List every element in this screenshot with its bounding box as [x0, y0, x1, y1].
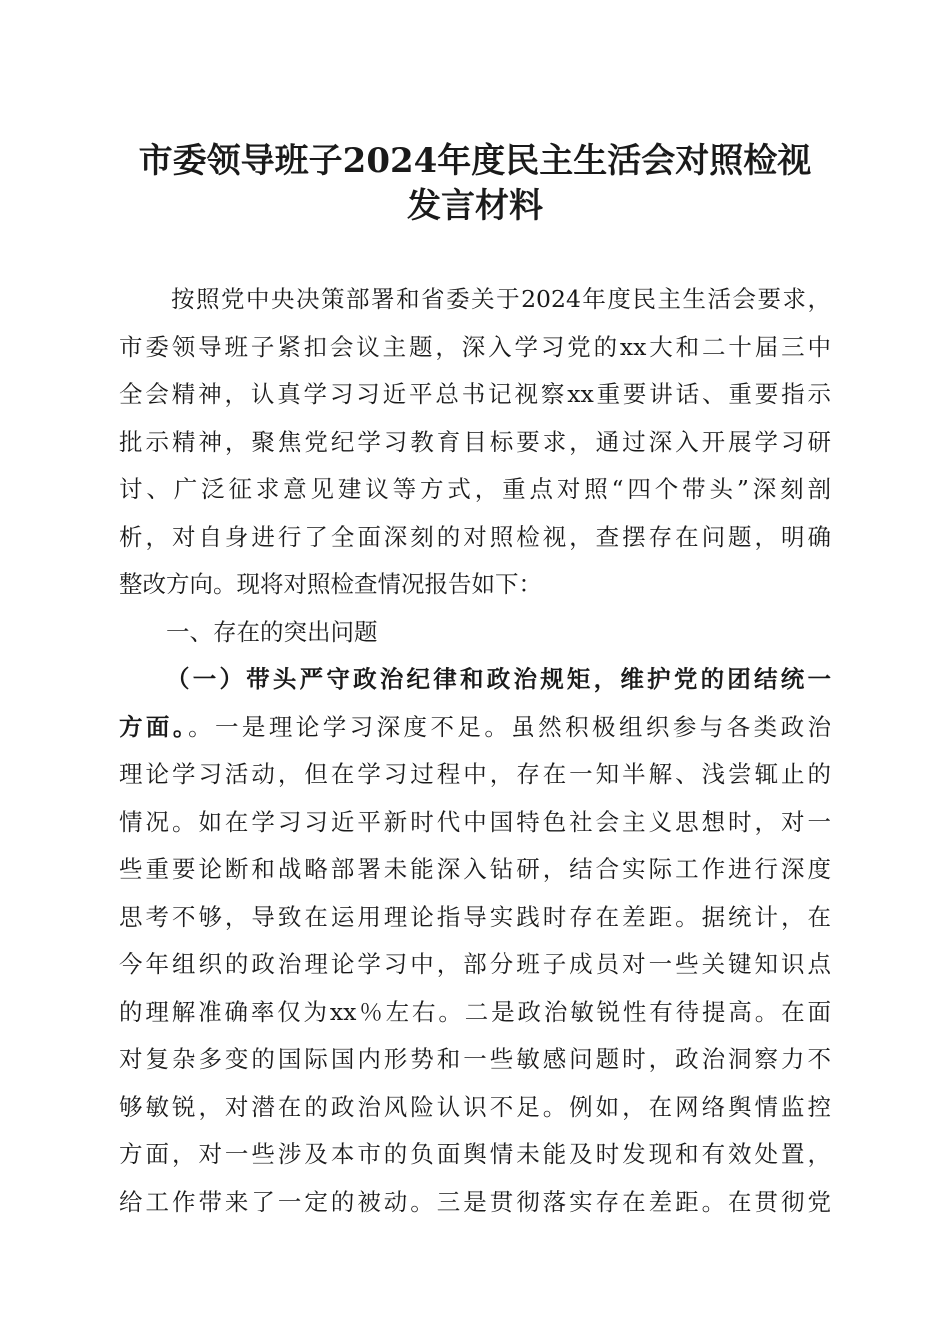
paragraph-line: 些重要论断和战略部署未能深入钻研，结合实际工作进行深度 [119, 855, 831, 883]
paragraph-line: 批示精神，聚焦党纪学习教育目标要求，通过深入开展学习研 [119, 427, 831, 456]
paragraph-line: 全会精神，认真学习习近平总书记视察xx重要讲话、重要指示 [119, 380, 831, 408]
document-body [119, 276, 831, 1226]
paragraph-line: 对复杂多变的国际国内形势和一些敏感问题时，政治洞察力不 [119, 1045, 831, 1073]
paragraph-line: 析，对自身进行了全面深刻的对照检视，查摆存在问题，明确 [119, 522, 831, 551]
paragraph-line-rest: 。一是理论学习深度不足。虽然积极组织参与各类政治 [188, 712, 832, 741]
paragraph-line [119, 704, 831, 752]
subsection-heading-end: 方面。 [119, 712, 189, 741]
paragraph-line: 思考不够，导致在运用理论指导实践时存在差距。据统计，在 [119, 902, 831, 931]
paragraph-line: 今年组织的政治理论学习中，部分班子成员对一些关键知识点 [119, 950, 831, 978]
paragraph-line: 按照党中央决策部署和省委关于2024年度民主生活会要求， [171, 285, 831, 313]
paragraph-line: 整改方向。现将对照检查情况报告如下： [119, 570, 542, 598]
subsection-heading: （一）带头严守政治纪律和政治规矩，维护党的团结统一 [166, 665, 831, 693]
document-title-line-2: 发言材料 [407, 186, 543, 226]
section-1-paragraph [119, 656, 831, 1226]
paragraph-line: 理论学习活动，但在学习过程中，存在一知半解、浅尝辄止的 [119, 760, 831, 788]
section-heading: 一、存在的突出问题 [166, 617, 378, 646]
paragraph-line: 方面，对一些涉及本市的负面舆情未能及时发现和有效处置， [119, 1140, 831, 1168]
intro-paragraph [119, 276, 831, 609]
paragraph-line: 的理解准确率仅为xx％左右。二是政治敏锐性有待提高。在面 [119, 997, 831, 1026]
paragraph-line: 讨、广泛征求意见建议等方式，重点对照“四个带头”深刻剖 [119, 475, 831, 503]
paragraph-line: 够敏锐，对潜在的政治风险认识不足。例如，在网络舆情监控 [119, 1092, 831, 1121]
paragraph-line: 情况。如在学习习近平新时代中国特色社会主义思想时，对一 [119, 807, 831, 836]
paragraph-line: 给工作带来了一定的被动。三是贯彻落实存在差距。在贯彻党 [119, 1187, 831, 1216]
document-title-line-1: 市委领导班子2024年度民主生活会对照检视 [138, 141, 812, 181]
paragraph-line: 市委领导班子紧扣会议主题，深入学习党的xx大和二十届三中 [119, 332, 831, 361]
